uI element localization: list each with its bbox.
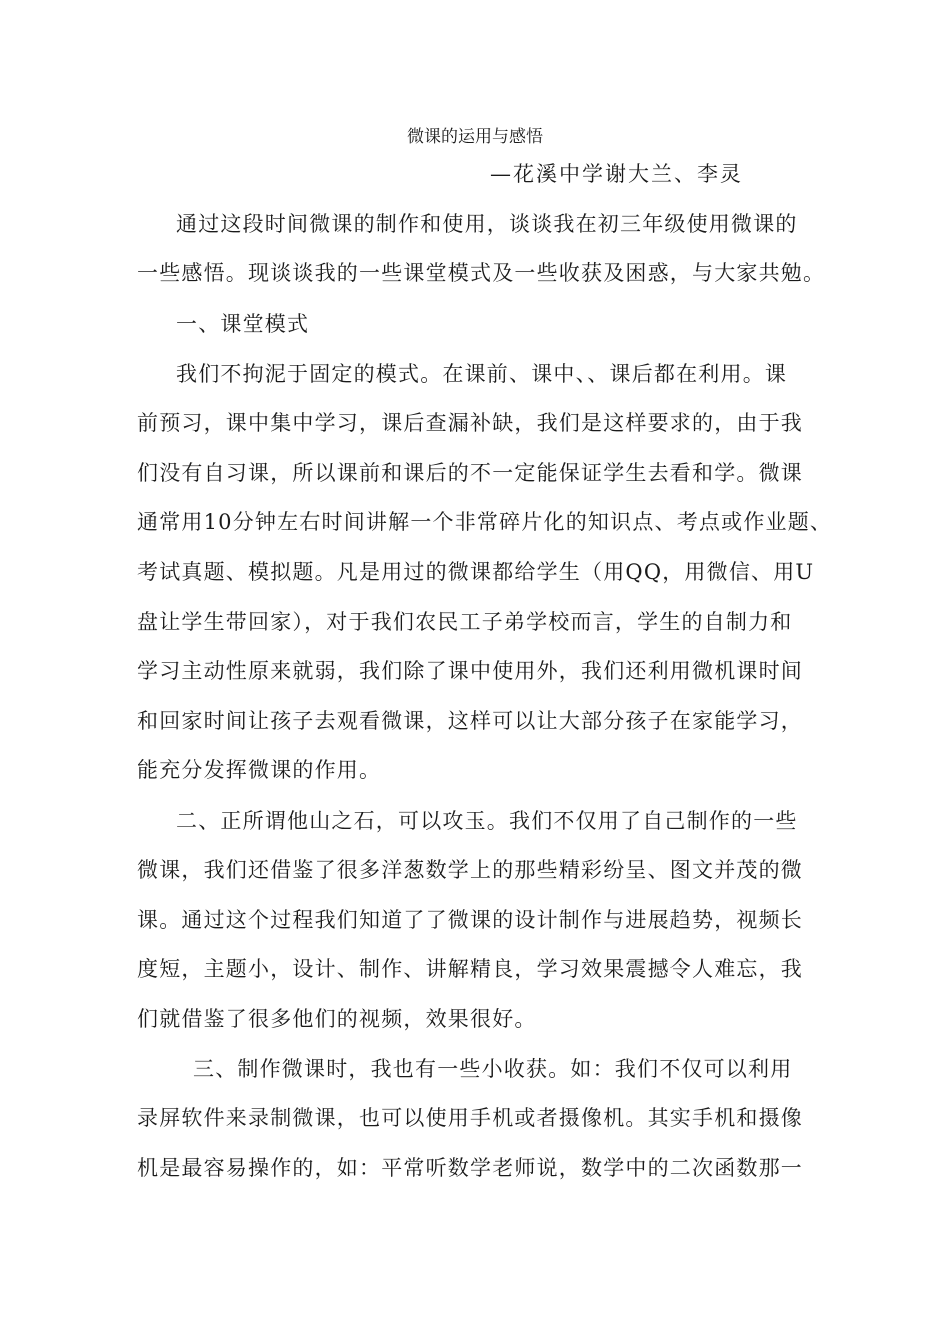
paragraph-line: 二、正所谓他山之石，可以攻玉。我们不仅用了自己制作的一些: [176, 809, 798, 833]
document-title: 微课的运用与感悟: [407, 127, 543, 147]
paragraph-line: 考试真题、模拟题。凡是用过的微课都给学生（用QQ，用微信、用U: [137, 560, 815, 584]
paragraph-line: 学习主动性原来就弱，我们除了课中使用外，我们还利用微机课时间: [137, 659, 803, 683]
paragraph-line: 前预习，课中集中学习，课后查漏补缺，我们是这样要求的，由于我: [137, 411, 803, 435]
paragraph-line: 微课，我们还借鉴了很多洋葱数学上的那些精彩纷呈、图文并茂的微: [137, 858, 803, 882]
paragraph-line: 我们不拘泥于固定的模式。在课前、课中、、课后都在利用。课: [176, 362, 788, 386]
paragraph-line: 们就借鉴了很多他们的视频，效果很好。: [137, 1007, 537, 1031]
section-heading: 一、课堂模式: [176, 312, 310, 336]
document-byline: —花溪中学谢大兰、李灵: [490, 162, 743, 186]
paragraph-line: 和回家时间让孩子去观看微课，这样可以让大部分孩子在家能学习，: [137, 709, 803, 733]
paragraph-line: 三、制作微课时，我也有一些小收获。如：我们不仅可以利用: [193, 1057, 793, 1081]
paragraph-line: 们没有自习课，所以课前和课后的不一定能保证学生去看和学。微课: [137, 461, 803, 485]
paragraph-line: 通常用10分钟左右时间讲解一个非常碎片化的知识点、考点或作业题、: [137, 510, 833, 534]
paragraph-line: 录屏软件来录制微课，也可以使用手机或者摄像机。其实手机和摄像: [137, 1106, 803, 1130]
paragraph-line: 课。通过这个过程我们知道了了微课的设计制作与进展趋势，视频长: [137, 908, 803, 932]
paragraph-line: 机是最容易操作的，如：平常听数学老师说，数学中的二次函数那一: [137, 1156, 803, 1180]
paragraph-line: 一些感悟。现谈谈我的一些课堂模式及一些收获及困惑，与大家共勉。: [137, 261, 826, 285]
paragraph-line: 通过这段时间微课的制作和使用，谈谈我在初三年级使用微课的: [176, 212, 798, 236]
paragraph-line: 盘让学生带回家），对于我们农民工子弟学校而言，学生的自制力和: [137, 610, 793, 634]
paragraph-line: 能充分发挥微课的作用。: [137, 758, 382, 782]
paragraph-line: 度短，主题小，设计、制作、讲解精良，学习效果震撼令人难忘，我: [137, 957, 803, 981]
